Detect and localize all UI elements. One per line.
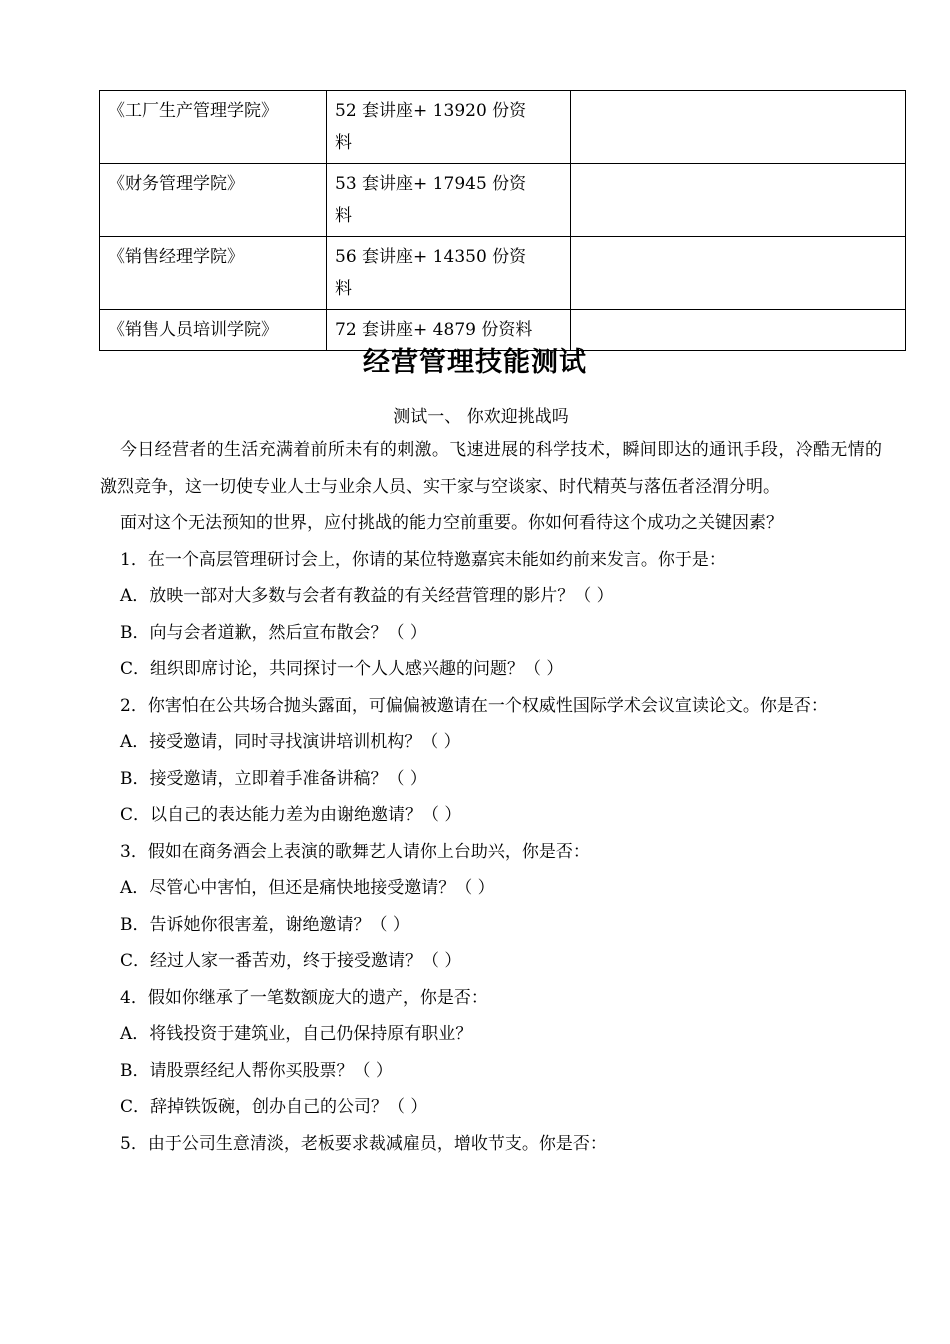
option-a: A．将钱投资于建筑业，自己仍保持原有职业？ <box>120 1024 473 1044</box>
course-content-text: 52 套讲座+ 13920 份资料 <box>335 101 527 153</box>
question-text: 1．在一个高层管理研讨会上，你请的某位特邀嘉宾未能如约前来发言。你于是： <box>120 549 726 570</box>
question-text: 2．你害怕在公共场合抛头露面，可偏偏被邀请在一个权威性国际学术会议宣读论文。你是否： <box>120 695 828 716</box>
table-row <box>100 237 906 310</box>
option-b: B．接受邀请，立即着手准备讲稿？（ ） <box>120 768 427 789</box>
option-b: B．告诉她你很害羞，谢绝邀请？（ ） <box>120 914 410 935</box>
course-content-text: 56 套讲座+ 14350 份资料 <box>335 247 527 299</box>
table-row <box>100 164 906 237</box>
option-c: C．辞掉铁饭碗，创办自己的公司？（ ） <box>120 1097 428 1117</box>
option-a: A．尽管心中害怕，但还是痛快地接受邀请？（ ） <box>120 878 495 898</box>
course-name-cell: 《财务管理学院》 <box>100 164 327 237</box>
course-content-cell <box>327 91 571 164</box>
course-catalog-table <box>99 90 906 351</box>
question-text: 4．假如你继承了一笔数额庞大的遗产，你是否： <box>120 987 488 1008</box>
course-name-cell: 《销售人员培训学院》 <box>100 310 327 351</box>
table-row <box>100 91 906 164</box>
course-content-text: 53 套讲座+ 17945 份资料 <box>335 174 527 226</box>
question-text: 3．假如在商务酒会上表演的歌舞艺人请你上台助兴，你是否： <box>120 841 590 862</box>
course-content-cell <box>327 237 571 310</box>
option-c: C．以自己的表达能力差为由谢绝邀请？（ ） <box>120 805 462 825</box>
course-name-cell: 《销售经理学院》 <box>100 237 327 310</box>
course-note-cell <box>571 164 906 237</box>
course-name-cell: 《工厂生产管理学院》 <box>100 91 327 164</box>
option-a: A．放映一部对大多数与会者有教益的有关经营管理的影片？（ ） <box>120 586 614 606</box>
test-subtitle: 测试一、 你欢迎挑战吗 <box>393 407 569 427</box>
option-b: B．向与会者道歉，然后宣布散会？（ ） <box>120 622 427 643</box>
intro-paragraph: 今日经营者的生活充满着前所未有的刺激。飞速进展的科学技术，瞬间即达的通讯手段，冷酷无情的激烈竞争，这一切使专业人士与业余人员、实干家与空谈家、时代精英与落伍者泾渭分明。 <box>100 440 882 497</box>
course-content-cell <box>327 164 571 237</box>
option-c: C．组织即席讨论，共同探讨一个人人感兴趣的问题？（ ） <box>120 659 564 679</box>
course-note-cell <box>571 237 906 310</box>
option-a: A．接受邀请，同时寻找演讲培训机构？（ ） <box>120 732 461 752</box>
course-note-cell <box>571 91 906 164</box>
option-b: B．请股票经纪人帮你买股票？（ ） <box>120 1060 393 1081</box>
question-text: 5．由于公司生意清淡，老板要求裁减雇员，增收节支。你是否： <box>120 1133 607 1154</box>
test-body <box>100 432 882 1162</box>
page-title: 经营管理技能测试 <box>363 347 587 378</box>
option-c: C．经过人家一番苦劝，终于接受邀请？（ ） <box>120 951 462 971</box>
intro-paragraph: 面对这个无法预知的世界，应付挑战的能力空前重要。你如何看待这个成功之关键因素？ <box>120 513 783 533</box>
course-content-text: 72 套讲座+ 4879 份资料 <box>335 320 533 340</box>
